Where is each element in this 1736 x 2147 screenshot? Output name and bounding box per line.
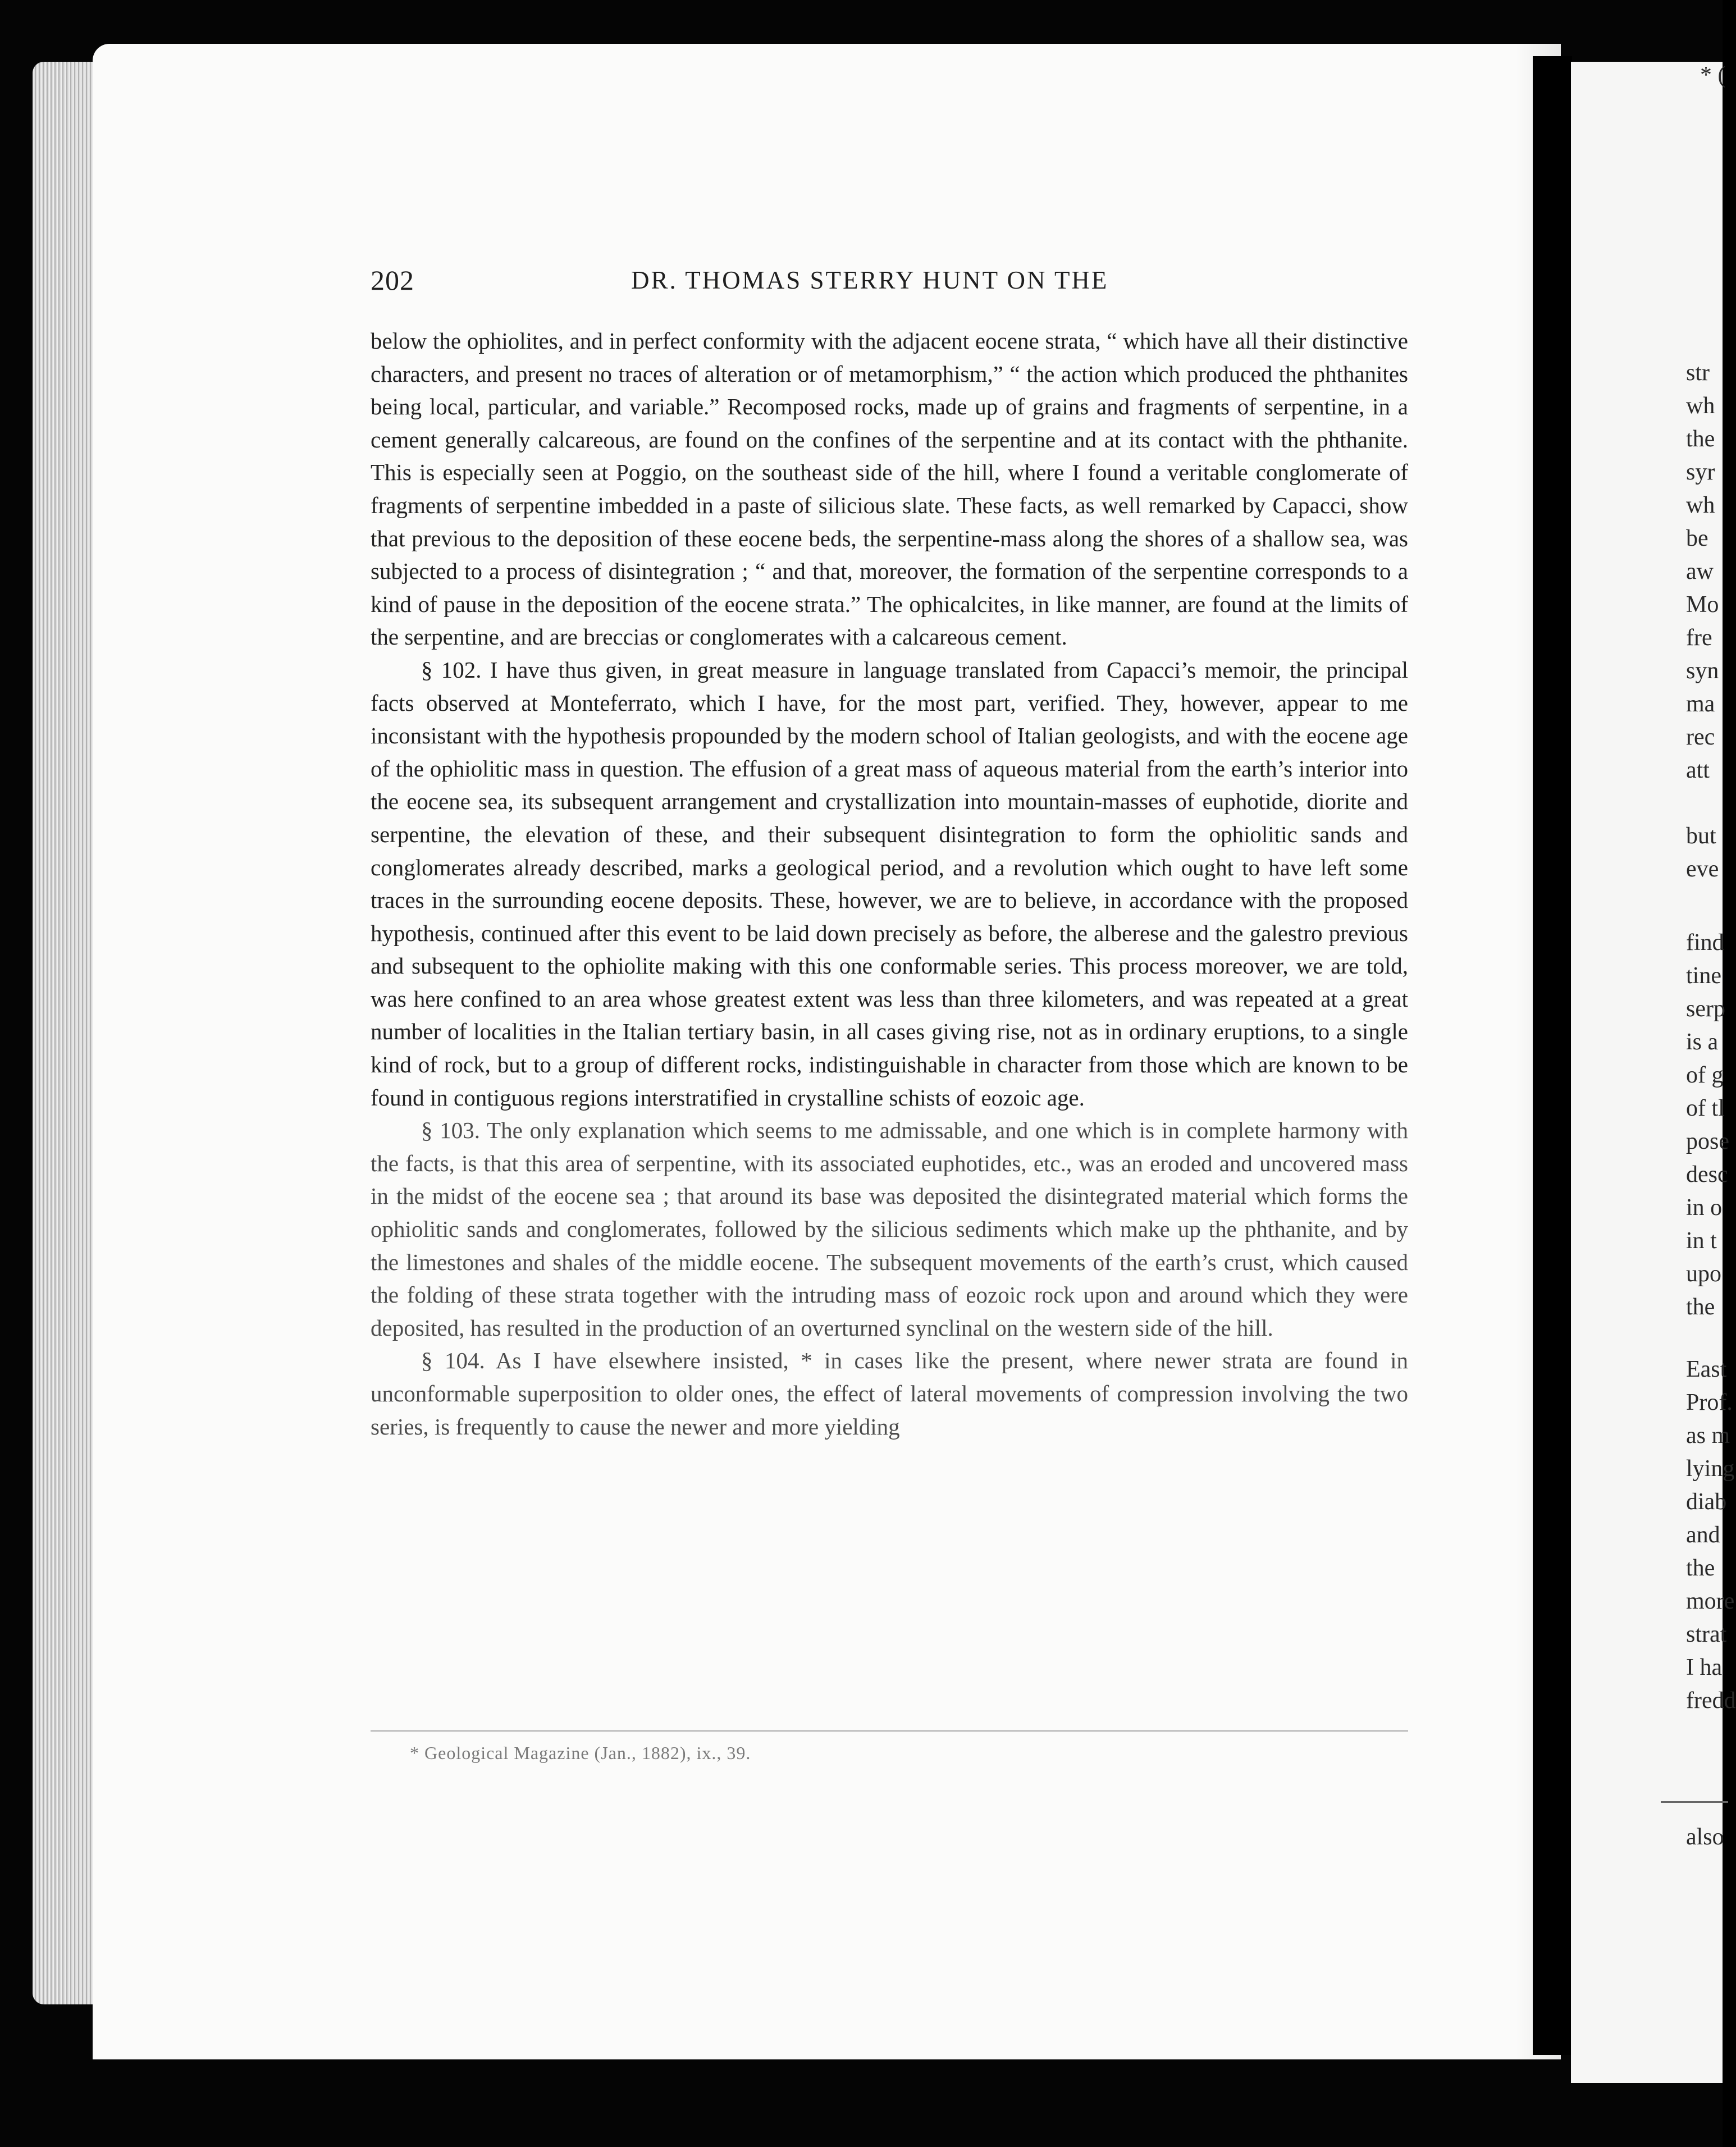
facing-page-line: fre	[1686, 625, 1712, 651]
facing-page-line: upo	[1686, 1261, 1721, 1287]
facing-page-line: desc	[1686, 1162, 1728, 1187]
paragraph-section-102: § 102. I have thus given, in great measure in language translated from Capacci’s memoir, the principal facts observed at Monteferrato, which I have, for the most part, verified. They, however, appear to me inconsistant with the hypothesis propounded by the modern school of Italian geologists, and with the eocene age of the ophiolitic mass in question. The effusion of a great mass of aqueous material from the earth’s interior into the eocene sea, its subsequent arrangement and crystallization into mountain-masses of euphotide, diorite and serpentine, the elevation of these, and their subsequent disintegration to form the ophiolitic sands and conglomerates already described, marks a geological period, and a revolution which ought to have left some traces in the surrounding eocene deposits. These, however, we are to believe, in accordance with the proposed hypothesis, continued after this event to be laid down precisely as before, the alberese and the galestro previous and subsequent to the ophiolite making with this one conformable series. This process moreover, we are told, was here confined to an area whose greatest extent was less than three kilometers, and was repeated at a great number of localities in the Italian tertiary basin, in all cases giving rise, not as in ordinary eruptions, to a single kind of rock, but to a group of different rocks, indistinguishable in character from those which are known to be found in contiguous regions interstratified in crystalline schists of eozoic age.	[371, 656, 1408, 1111]
facing-page-line: fredd	[1686, 1688, 1736, 1714]
facing-page-line: att	[1686, 757, 1710, 783]
footnote-rule	[371, 1730, 1408, 1732]
facing-page-line: the	[1686, 1555, 1715, 1581]
facing-page-line: lying	[1686, 1456, 1735, 1482]
facing-page-line: of g	[1686, 1062, 1724, 1088]
facing-page-line: ma	[1686, 691, 1715, 717]
facing-page-line: syr	[1686, 459, 1715, 485]
facing-page-line: but	[1686, 823, 1716, 849]
facing-page-line: Mo	[1686, 592, 1719, 618]
facing-page-line: tine	[1686, 963, 1721, 989]
facing-page-line: str	[1686, 360, 1710, 386]
facing-page-line: be	[1686, 526, 1708, 551]
facing-page-line: strat	[1686, 1621, 1727, 1647]
facing-page-line: of tl	[1686, 1095, 1725, 1121]
paragraph-section-104: § 104. As I have elsewhere insisted, * in cases like the present, where newer strata are found in unconformable superposition to older ones, the effect of lateral movements of compression involving the two series, is frequently to cause the newer and more yielding	[371, 1347, 1408, 1440]
paragraph: below the ophiolites, and in perfect conformity with the adjacent eocene strata, “ which have all their distinctive characters, and present no traces of alteration or of metamorphism,” “ the action which produced the phthanites being local, particular, and variable.” Recomposed rocks, made up of grains and fragments of serpentine, in a cement generally calcareous, are found on the confines of the serpentine and at its contact with the phthanite. This is especially seen at Poggio, on the southeast side of the hill, where I found a veritable conglomerate of fragments of serpentine imbedded in a paste of silicious slate. These facts, as well remarked by Capacci, show that previous to the deposition of these eocene beds, the serpentine-mass along the shores of a shallow sea, was subjected to a process of disintegration ; “ and that, moreover, the formation of the serpentine corresponds to a kind of pause in the deposition of the eocene strata.” The ophicalcites, in like manner, are found at the limits of the serpentine, and are breccias or conglomerates with a calcareous cement.	[371, 328, 1408, 650]
facing-page-line: diab	[1686, 1489, 1727, 1515]
facing-page-line: wh	[1686, 393, 1715, 419]
facing-footnote-rule	[1661, 1801, 1728, 1803]
facing-page-line: serp	[1686, 996, 1725, 1022]
facing-page-line: and	[1686, 1522, 1720, 1548]
running-title: DR. THOMAS STERRY HUNT ON THE	[631, 266, 1109, 294]
facing-page-line: wh	[1686, 492, 1715, 518]
facing-page-line: pose	[1686, 1129, 1729, 1154]
page-number: 202	[371, 264, 414, 296]
paragraph-section-103: § 103. The only explanation which seems to me admissable, and one which is in complete harmony with the facts, is that this area of serpentine, with its associated euphotides, etc., was an eroded and uncovered mass in the midst of the eocene sea ; that around its base was deposited the disintegrated material which forms the ophiolitic sands and conglomerates, followed by the silicious sediments which make up the phthanite, and by the limestones and shales of the middle eocene. The subsequent movements of the earth’s crust, which caused the folding of these strata together with the intruding mass of eozoic rock upon and around which they were deposited, has resulted in the production of an overturned synclinal on the western side of the hill.	[371, 1117, 1408, 1341]
facing-page-line: rec	[1686, 724, 1715, 750]
facing-page-line: eve	[1686, 856, 1719, 882]
facing-page-line: is a	[1686, 1029, 1719, 1055]
facing-page	[1571, 62, 1736, 2083]
facing-page-line: aw	[1686, 559, 1714, 584]
page-stack-edge	[33, 62, 100, 2004]
facing-page-line: the	[1686, 426, 1715, 452]
footnote: * Geological Magazine (Jan., 1882), ix., 39.	[410, 1743, 751, 1763]
facing-page-line: I ha	[1686, 1655, 1723, 1680]
facing-page-line: the	[1686, 1294, 1715, 1320]
facing-page-line: East	[1686, 1356, 1727, 1382]
facing-page-line: as m	[1686, 1423, 1730, 1449]
facing-page-line: * (	[1700, 62, 1726, 88]
facing-page-line: find	[1686, 930, 1724, 956]
book-gutter	[1533, 56, 1572, 2055]
facing-page-line: in t	[1686, 1228, 1717, 1254]
facing-page-line: in o	[1686, 1195, 1723, 1221]
facing-page-line: Prof.	[1686, 1390, 1733, 1415]
facing-page-line: also	[1686, 1824, 1724, 1850]
facing-page-line: more	[1686, 1588, 1735, 1614]
running-header	[371, 264, 1408, 301]
facing-page-line: syn	[1686, 658, 1719, 684]
body-text	[371, 325, 1408, 1443]
